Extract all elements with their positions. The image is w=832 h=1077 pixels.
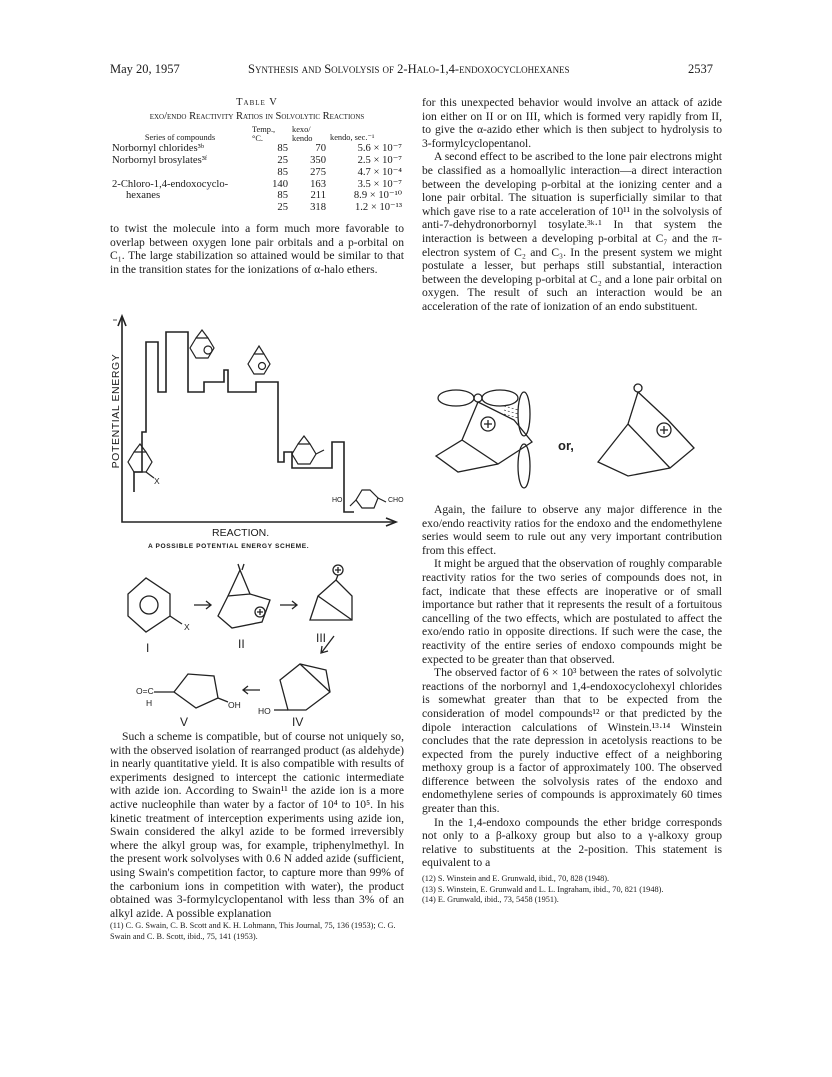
- cell-series: 2-Chloro-1,4-endoxocyclo-: [112, 178, 229, 190]
- reaction-scheme: [120, 560, 410, 730]
- right-column: [422, 96, 722, 314]
- table-header-row: [110, 125, 404, 143]
- table-row: [110, 143, 404, 155]
- cell-ratio: 318: [310, 202, 326, 214]
- scheme-x: X: [184, 622, 190, 632]
- scheme-oc: O=C: [136, 686, 154, 696]
- arrow-1: [194, 601, 211, 609]
- label-I: I: [146, 641, 150, 655]
- table-caption: exo/endo Reactivity Ratios in Solvolytic Reactions: [149, 110, 365, 122]
- cell-series: [110, 167, 250, 179]
- th-series: Series of compounds: [144, 133, 216, 143]
- th-kendo: kendo, sec.⁻¹: [330, 133, 375, 143]
- cell-temp: 85: [277, 143, 288, 155]
- table-row: [110, 179, 404, 191]
- energy-caption: A POSSIBLE POTENTIAL ENERGY SCHEME.: [148, 543, 310, 550]
- cell-series: hexanes: [126, 190, 161, 202]
- label-cho: CHO: [388, 497, 404, 504]
- footnote-13: (13) S. Winstein, E. Grunwald and L. L. Ingraham, ibid., 70, 821 (1948).: [422, 884, 664, 894]
- cell-k: 2.5 × 10⁻⁷: [357, 154, 402, 166]
- label-IV: IV: [292, 715, 304, 729]
- label-ho: HO: [332, 497, 343, 504]
- cell-k: 1.2 × 10⁻¹³: [354, 202, 402, 214]
- header-page: 2537: [688, 62, 713, 76]
- cell-temp: 85: [277, 190, 288, 202]
- right-para-1: for this unexpected behavior would involve an attack of azide ion either on II or on III, which is formed very rapidly from II, to give the α-azido ether which is then subject to hydrolysis to 3-formylcyclopentanol.: [422, 96, 722, 150]
- mol-product: [350, 490, 386, 508]
- mol-intermediate: [292, 436, 324, 464]
- mol-reactant: [128, 444, 154, 478]
- header-title: Synthesis and Solvolysis of 2-Halo-1,4-endoxocyclohexanes: [248, 62, 570, 76]
- mol-ion-low: [248, 346, 270, 374]
- table-row: [110, 155, 404, 167]
- right-footnotes: [422, 874, 722, 906]
- cell-k: 5.6 × 10⁻⁷: [357, 143, 402, 155]
- right-para-6: In the 1,4-endoxo compounds the ether bridge corresponds not only to a β-alkoxy group but also to a γ-alkoxy group relative to substituents at the 2-position. This statement is equivalent to a: [422, 815, 722, 870]
- left-footnotes: [110, 921, 404, 942]
- compound-IV: [274, 664, 330, 710]
- right-column-lower: [422, 503, 722, 906]
- cell-k: 3.5 × 10⁻⁷: [357, 178, 402, 190]
- compound-I: [128, 578, 182, 632]
- orbital-structure-left: [436, 390, 532, 488]
- compound-V: [154, 674, 228, 708]
- footnote-11: (11) C. G. Swain, C. B. Scott and K. H. Lohmann, This Journal, 75, 136 (1953); C. G. Swain and C. B. Scott, ibid., 75, 141 (1953).: [110, 921, 396, 941]
- cell-ratio: 275: [310, 166, 326, 178]
- label-x: X: [154, 476, 160, 486]
- energy-x-label: REACTION.: [212, 527, 270, 539]
- right-para-3: Again, the failure to observe any major difference in the exo/endo reactivity ratios for the endoxo and the endomethylene series would seem to rule out any very important contribution from this effect.: [422, 503, 722, 557]
- fig-or: or,: [558, 438, 574, 453]
- cell-temp: 85: [277, 166, 288, 178]
- th-ratio: kexo/ kendo: [292, 125, 313, 144]
- left-para-1: to twist the molecule into a form much more favorable to overlap between oxygen lone pair orbitals and a p-orbital on C₁. The large stabilization so attained would be similar to that in the transition states for the ionizations of α-halo ethers.: [110, 221, 404, 276]
- right-para-4: It might be argued that the observation of roughly comparable reactivity ratios for the two series of compounds does not, in fact, indicate that these effects are inoperative or of small importance but rather that it represents the result of a fortuitous cancelling of the two effects, which are postulated to affect the exo/endo ratio in opposite directions. If such were the case, the reactivity of the entire series of endoxo compounds might be expected to be greater than that observed.: [422, 557, 722, 666]
- right-para-2: A second effect to be ascribed to the lone pair electrons might be classified as a homoallylic interaction—a direct interaction between the developing p-orbital at the ionizing center and a lone pair orbital. The situation is superficially similar to that which gave rise to a rate acceleration of 10¹¹ in the solvolysis of anti-7-dehydronorbornyl tosylate.³ᵏ·¹ In that system the interaction is between a developing p-orbital at C₇ and the π-electron system of C₂ and C₃. In the present system we might postulate a lesser, but perhaps still substantial, interaction between the developing p-orbital at C₂ and a lone pair orbital on oxygen. The result of such an interaction would be an acceleration of the rate of ionization of an endo substituent.: [422, 150, 722, 313]
- scheme-oh: OH: [228, 700, 241, 710]
- compound-III: [310, 565, 352, 620]
- footnote-14: (14) E. Grunwald, ibid., 73, 5458 (1951).: [422, 895, 559, 905]
- right-para-5: The observed factor of 6 × 10³ between the rates of solvolytic reactions of the norbornyl and 1,4-endoxocyclohexyl chlorides is somewhat greater than that to be expected from the consideration of model compounds¹² or that predicted by the dipole interaction calculations of Winstein.¹³·¹⁴ Winstein concludes that the rate depression in acetolysis reactions to be expected from the purely inductive effect of a neighboring methoxy group is a factor of approximately 100. The observed difference between the solvolysis rates of the endoxo and endomethylene series of compounds is approximately 60 times greater than this.: [422, 666, 722, 816]
- table-title: Table V: [236, 97, 278, 108]
- table-row: [110, 202, 404, 214]
- cell-ratio: 163: [310, 178, 326, 190]
- potential-energy-diagram: [104, 312, 404, 560]
- cell-series: Norbornyl brosylates³ᶠ: [112, 154, 208, 166]
- table-v: [110, 125, 404, 214]
- th-temp: Temp., °C.: [252, 125, 276, 144]
- table-row: [110, 190, 404, 202]
- cell-ratio: 211: [310, 190, 326, 202]
- cell-ratio: 70: [315, 143, 326, 155]
- scheme-h: H: [146, 698, 153, 708]
- arrow-2: [280, 601, 297, 609]
- orbital-structure-right: [598, 384, 694, 476]
- scheme-ho: HO: [258, 706, 271, 716]
- table-row: [110, 167, 404, 179]
- label-II: II: [238, 637, 245, 651]
- label-V: V: [180, 715, 189, 729]
- arrow-4: [243, 686, 260, 694]
- footnote-12: (12) S. Winstein and E. Grunwald, ibid., 70, 828 (1948).: [422, 874, 610, 884]
- cell-series: Norbornyl chlorides³ᵇ: [112, 143, 205, 155]
- mol-ion-high: [190, 330, 214, 358]
- header-date: May 20, 1957: [110, 62, 180, 76]
- cell-temp: 25: [277, 154, 288, 166]
- orbital-figure: [432, 380, 722, 492]
- label-III: III: [316, 631, 327, 645]
- cell-temp: 140: [272, 178, 288, 190]
- compound-II: [218, 564, 270, 628]
- cell-ratio: 350: [310, 154, 326, 166]
- cell-k: 8.9 × 10⁻¹⁰: [353, 190, 402, 202]
- cell-series: [110, 202, 250, 214]
- cell-k: 4.7 × 10⁻⁴: [357, 166, 402, 178]
- left-column-lower: [110, 730, 404, 943]
- cell-temp: 25: [277, 202, 288, 214]
- energy-curve: [134, 332, 354, 512]
- left-para-2: Such a scheme is compatible, but of course not uniquely so, with the observed isolation of rearranged product (as aldehyde) in nearly quantitative yield. It is also compatible with results of experiments designed to intercept the cationic intermediate with azide ion. According to Swain¹¹ the azide ion is a more active nucleophile than water by a factor of 10⁴ to 10⁵. In his kinetic treatment of interception experiments using azide ion, Swain considered the alkyl azide to be formed irreversibly where the alkyl group was, for example, triphenylmethyl. In the present work solvolyses with 0.6 N added azide (sufficient, using Swain's competition factor, to capture more than 99% of the carbonium ions in competition with water), the product obtained was 3-formylcyclopentanol with less than 3% of an alkyl azide. A possible explanation: [110, 730, 404, 920]
- left-column: [110, 96, 404, 276]
- energy-y-label: POTENTIAL ENERGY: [110, 353, 122, 469]
